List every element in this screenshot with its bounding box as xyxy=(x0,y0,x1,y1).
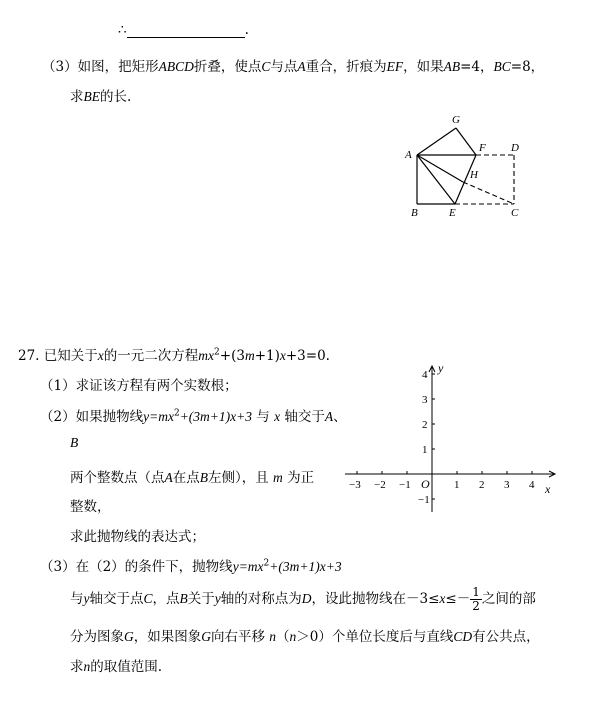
rectangle-fold-figure xyxy=(400,108,540,223)
fig-label-G: G xyxy=(452,114,460,126)
x-tick-label: −2 xyxy=(374,479,386,491)
fig-label-D: D xyxy=(511,142,519,154)
therefore-symbol: ∴ xyxy=(118,22,127,38)
x-tick-label: 3 xyxy=(504,479,510,491)
x-axis-label: x xyxy=(545,482,551,496)
x-tick-label: 1 xyxy=(454,479,460,491)
q27-part1: （1）求证该方程有两个实数根； xyxy=(40,378,238,394)
fig-label-A: A xyxy=(405,149,412,161)
y-tick-label: 4 xyxy=(422,369,428,381)
y-tick-label: 2 xyxy=(422,419,428,431)
fig-label-F: F xyxy=(479,142,486,154)
fig-label-H: H xyxy=(470,169,478,181)
x-tick-label: −3 xyxy=(349,479,361,491)
y-tick-label: 3 xyxy=(422,394,428,406)
q27-part2-B: B xyxy=(70,435,79,450)
y-axis-label: y xyxy=(438,362,444,375)
therefore-line xyxy=(118,22,249,38)
y-tick-label: 1 xyxy=(422,444,428,456)
fig-label-C: C xyxy=(511,207,519,219)
q3-fold-line1: （3）如图，把矩形ABCD折叠，使点C与点A重合，折痕为EF，如果AB=4，BC=8， xyxy=(42,59,545,75)
fraction-one-half: $\frac{1}{2}$ xyxy=(472,585,480,613)
x-tick-label: −1 xyxy=(399,479,411,491)
q27-part2-line3: 两个整数点（点A在点B左侧），且 m 为正 xyxy=(70,470,315,486)
origin-label: O xyxy=(421,477,430,491)
q27-part3-line3: 分为图象G，如果图象G向右平移 n（n＞0）个单位长度后与直线CD有公共点， xyxy=(70,629,540,645)
answer-blank xyxy=(127,25,245,38)
q27-part3-line4: 求n的取值范围. xyxy=(70,659,163,675)
period: . xyxy=(244,22,249,38)
q27-part2-line5: 求此抛物线的表达式； xyxy=(70,529,205,545)
q27-part3-line1: （3）在（2）的条件下，抛物线$y=mx^2+(3m+1)x+3$ xyxy=(40,558,342,575)
q3-fold-line2: 求BE的长. xyxy=(70,89,132,105)
x-tick-label: 2 xyxy=(479,479,485,491)
coordinate-axes-figure xyxy=(340,362,565,522)
q27-part3-line2: 与y轴交于点C，点B关于y轴的对称点为D，设此抛物线在－3≤x≤－ $\frac{1}{2}$ 之间的部 xyxy=(70,585,536,613)
y-tick-label: −1 xyxy=(418,494,430,506)
q27-part2-line4: 整数， xyxy=(70,499,111,515)
fig-label-E: E xyxy=(449,207,456,219)
fig-label-B: B xyxy=(411,207,418,219)
x-tick-label: 4 xyxy=(529,479,535,491)
q27-stem: 27. 已知关于x的一元二次方程$mx^2+(3m+1)x+3=0$. xyxy=(18,347,330,364)
q27-part2-line1: （2）如果抛物线$y=mx^2+(3m+1)x+3$ 与 x 轴交于A、 xyxy=(40,408,347,425)
